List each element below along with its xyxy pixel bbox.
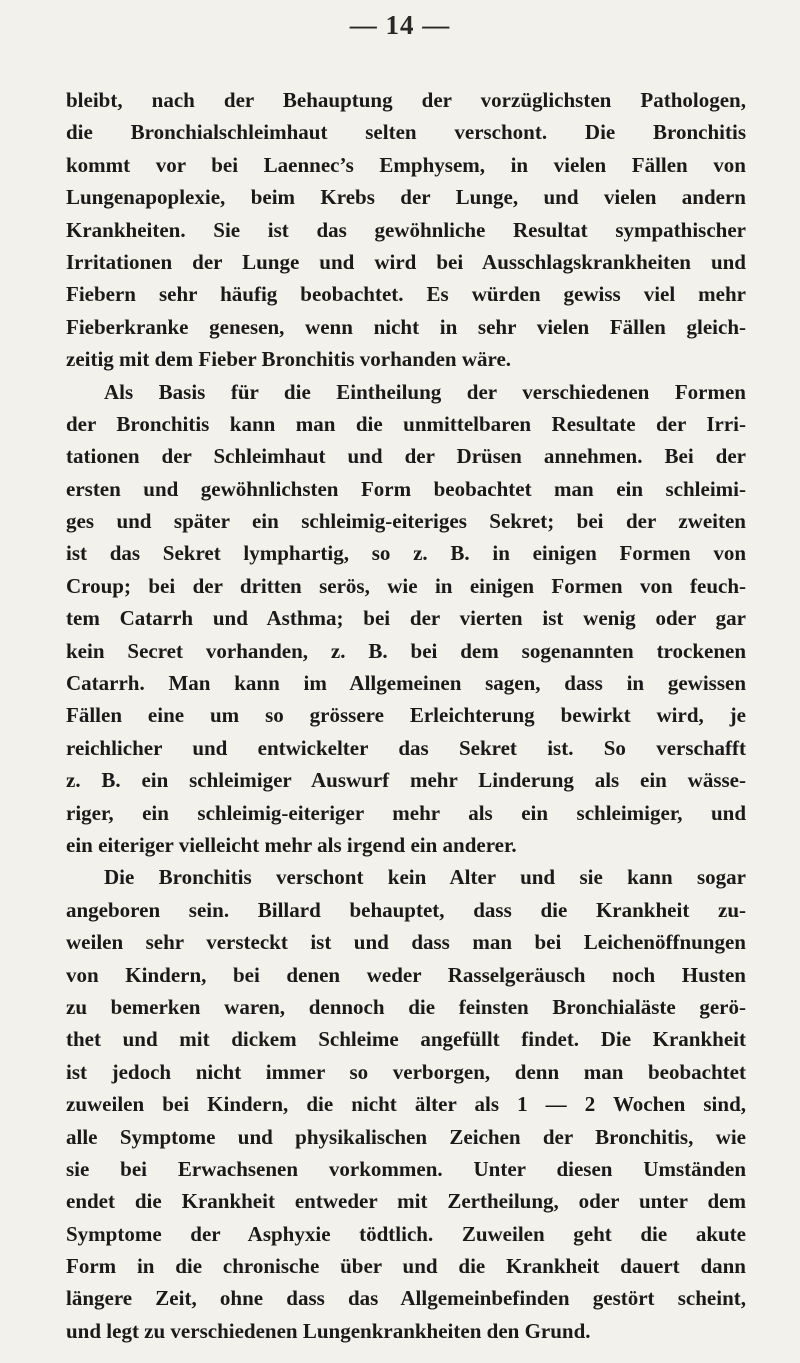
text-line: Krankheiten. Sie ist das gewöhnliche Resultat sympathischer	[66, 217, 746, 242]
text-line: ist das Sekret lymphartig, so z. B. in einigen Formen von	[66, 541, 746, 566]
text-line: kommt vor bei Laennec’s Emphysem, in vielen Fällen von	[66, 152, 746, 177]
text-line: zuweilen bei Kindern, die nicht älter als 1 — 2 Wochen sind,	[66, 1092, 746, 1117]
text-line: riger, ein schleimig-eiteriger mehr als ein schleimiger, und	[66, 800, 746, 825]
text-line: der Bronchitis kann man die unmittelbaren Resultate der Irri-	[66, 411, 746, 436]
text-line: sie bei Erwachsenen vorkommen. Unter diesen Umständen	[66, 1156, 746, 1181]
text-line: alle Symptome und physikalischen Zeichen der Bronchitis, wie	[66, 1124, 746, 1149]
text-line: ersten und gewöhnlichsten Form beobachtet man ein schleimi-	[66, 476, 746, 501]
text-line: Fällen eine um so grössere Erleichterung bewirkt wird, je	[66, 703, 746, 728]
body-text	[66, 84, 746, 1347]
text-line: Form in die chronische über und die Krankheit dauert dann	[66, 1254, 746, 1279]
text-line: Croup; bei der dritten serös, wie in einigen Formen von feuch-	[66, 573, 746, 598]
text-line: endet die Krankheit entweder mit Zertheilung, oder unter dem	[66, 1189, 746, 1214]
text-line: tem Catarrh und Asthma; bei der vierten ist wenig oder gar	[66, 606, 746, 631]
text-line: angeboren sein. Billard behauptet, dass die Krankheit zu-	[66, 897, 746, 922]
text-line: tationen der Schleimhaut und der Drüsen annehmen. Bei der	[66, 444, 746, 469]
text-line: ein eiteriger vielleicht mehr als irgend ein anderer.	[66, 832, 517, 857]
page-number: — 14 —	[349, 10, 451, 40]
text-line: ges und später ein schleimig-eiteriges Sekret; bei der zweiten	[66, 509, 746, 534]
text-line: Lungenapoplexie, beim Krebs der Lunge, und vielen andern	[66, 185, 746, 210]
paragraph-start-line: Als Basis für die Eintheilung der verschiedenen Formen	[104, 379, 746, 404]
text-line: reichlicher und entwickelter das Sekret ist. So verschafft	[66, 735, 746, 760]
text-line: zeitig mit dem Fieber Bronchitis vorhanden wäre.	[66, 347, 512, 372]
text-line: und legt zu verschiedenen Lungenkrankheiten den Grund.	[66, 1318, 591, 1343]
text-line: Fieberkranke genesen, wenn nicht in sehr vielen Fällen gleich-	[66, 314, 746, 339]
text-line: ist jedoch nicht immer so verborgen, denn man beobachtet	[66, 1059, 746, 1084]
text-line: kein Secret vorhanden, z. B. bei dem sogenannten trockenen	[66, 638, 746, 663]
text-line: bleibt, nach der Behauptung der vorzüglichsten Pathologen,	[66, 88, 746, 112]
text-line: die Bronchialschleimhaut selten verschont. Die Bronchitis	[66, 120, 746, 145]
text-line: Catarrh. Man kann im Allgemeinen sagen, dass in gewissen	[66, 671, 746, 696]
text-line: weilen sehr versteckt ist und dass man bei Leichenöffnungen	[66, 930, 746, 955]
text-line: Fiebern sehr häufig beobachtet. Es würden gewiss viel mehr	[66, 282, 746, 307]
text-line: Symptome der Asphyxie tödtlich. Zuweilen geht die akute	[66, 1221, 746, 1246]
text-line: thet und mit dickem Schleime angefüllt findet. Die Krankheit	[66, 1027, 746, 1052]
paragraph-start-line: Die Bronchitis verschont kein Alter und sie kann sogar	[104, 865, 746, 890]
text-line: Irritationen der Lunge und wird bei Ausschlagskrankheiten und	[66, 249, 746, 274]
text-line: z. B. ein schleimiger Auswurf mehr Linderung als ein wässe-	[66, 768, 746, 793]
text-line: von Kindern, bei denen weder Rasselgeräusch noch Husten	[66, 962, 746, 987]
text-line: längere Zeit, ohne dass das Allgemeinbefinden gestört scheint,	[66, 1286, 746, 1311]
text-line: zu bemerken waren, dennoch die feinsten Bronchialäste gerö-	[66, 994, 746, 1019]
